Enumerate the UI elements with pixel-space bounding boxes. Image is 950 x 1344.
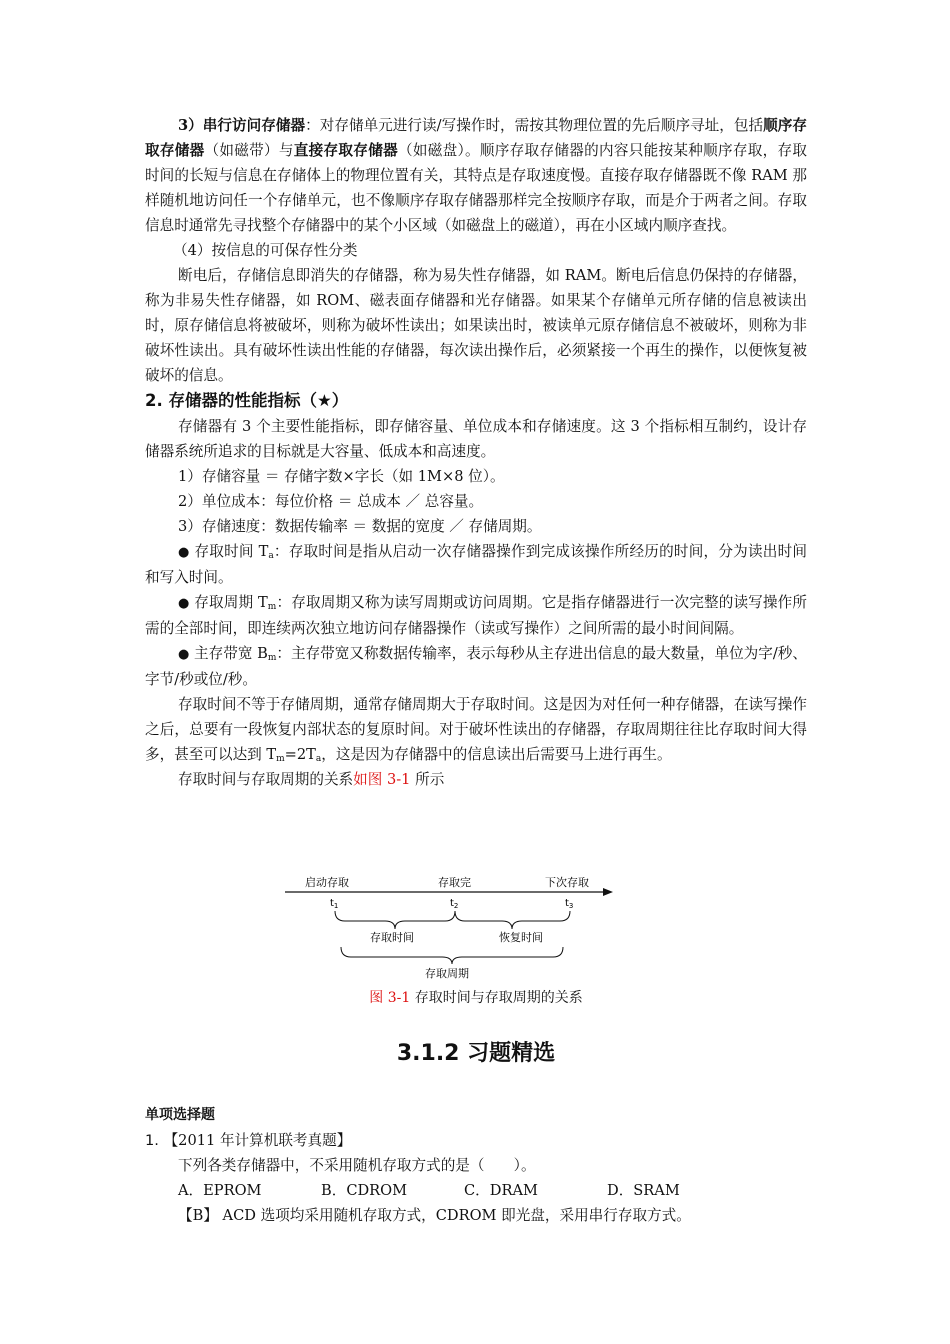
b2-sub: m <box>267 602 277 612</box>
bullet-bandwidth <box>145 641 807 692</box>
serial-title: 串行访问存储器 <box>202 117 306 134</box>
answer-explanation: 【B】 ACD 选项均采用随机存取方式，CDROM 即光盘，采用串行存取方式。 <box>178 1207 691 1224</box>
serial-text-3: （如磁盘）。顺序存取存储器的内容只能按某种顺序存取，存取时间的长短与信息在存储体上的物理位置有关，其特点是存取速度慢。直接存取存储器既不像 RAM 那样随机地访问任一个存储单元，也不像顺序存取存储器那样完全按顺序存取，而是介于两者之间。存取信息时通常先寻找整个存储器中的某个小区域（如磁盘上的磁道），再在小区域内顺序查找。 <box>145 142 807 234</box>
document-page <box>145 113 808 1224</box>
perf-intro: 存储器有 3 个主要性能指标，即存储容量、单位成本和存储速度。这 3 个指标相互制约，设计存储器系统所追求的目标就是大容量、低成本和高速度。 <box>145 418 807 460</box>
perf-heading: 2. 存储器的性能指标（★） <box>145 391 349 410</box>
exercise-block <box>145 1103 807 1228</box>
serial-text-2: （如磁带）与 <box>204 142 294 159</box>
b3-sub: m <box>267 653 277 663</box>
label-next: 下次存取 <box>545 876 589 889</box>
seq-access-term: 顺序存取存储器 <box>145 117 807 159</box>
exercise-heading: 单项选择题 <box>145 1107 215 1123</box>
caption-text: 存取时间与存取周期的关系 <box>414 990 583 1006</box>
figure-link[interactable]: 如图 3-1 <box>353 771 411 788</box>
question-source <box>145 1128 807 1153</box>
ref-post: 所示 <box>410 771 445 788</box>
access-time-brace <box>335 911 455 929</box>
option-a: A．EPROM <box>178 1182 262 1199</box>
caption-number: 图 3-1 <box>369 990 411 1006</box>
t1-label: $t_1$ <box>330 898 339 910</box>
question-text: 下列各类存储器中，不采用随机存取方式的是（ ）。 <box>178 1157 536 1174</box>
volatility-paragraph: 断电后，存储信息即消失的存储器，称为易失性存储器，如 RAM。断电后信息仍保持的存储器，称为非易失性存储器，如 ROM、磁表面存储器和光存储器。如果某个存储单元所存储的信息被读出时，原存储信息将被破坏，则称为破坏性读出；如果读出时，被读单元原存储信息不被破坏，则称为非破坏性读出。具有破坏性读出性能的存储器，每次读出操作后，必须紧接一个再生的操作，以便恢复被破坏的信息。 <box>145 267 807 384</box>
recovery-time-brace <box>455 911 570 929</box>
volatility-heading: （4）按信息的可保存性分类 <box>173 242 358 259</box>
serial-text-1: ：对存储单元进行读/写操作时，需按其物理位置的先后顺序寻址，包括 <box>305 117 764 134</box>
figure-reference <box>145 767 807 792</box>
cycle-vs-time-paragraph <box>145 692 807 767</box>
label-start: 启动存取 <box>305 876 349 889</box>
perf-item-speed: 3）存储速度：数据传输率 ＝ 数据的宽度 ／ 存储周期。 <box>178 518 542 535</box>
section-title: 3.1.2 习题精选 <box>396 1041 556 1066</box>
b2-label: 存取周期 T <box>194 594 268 611</box>
option-d: D．SRAM <box>607 1182 680 1199</box>
ref-pre: 存取时间与存取周期的关系 <box>178 771 354 788</box>
direct-access-term: 直接存取存储器 <box>293 142 398 159</box>
bullet-icon: ● <box>178 545 190 560</box>
access-cycle-label: 存取周期 <box>425 967 469 980</box>
figure-caption <box>145 986 807 1011</box>
access-cycle-brace <box>341 947 563 964</box>
b3-text: ：主存带宽又称数据传输率，表示每秒从主存进出信息的最大数量，单位为字/秒、字节/秒或位/秒。 <box>145 645 808 688</box>
formula-t: T <box>266 746 277 763</box>
question-number: 1. <box>145 1132 159 1149</box>
access-time-label: 存取时间 <box>370 931 414 944</box>
recovery-time-label: 恢复时间 <box>499 931 543 944</box>
timing-diagram <box>145 871 807 981</box>
bullet-access-time <box>145 539 807 590</box>
bullet-access-cycle <box>145 590 807 641</box>
timing-diagram-svg <box>145 871 807 981</box>
bullet-icon: ● <box>178 647 190 662</box>
question-source-text: 【2011 年计算机联考真题】 <box>163 1132 352 1149</box>
answer-options <box>145 1178 807 1203</box>
para1-end: ，这是因为存储器中的信息读出后需要马上进行再生。 <box>321 746 672 763</box>
serial-access-paragraph <box>145 113 807 238</box>
perf-item-cost: 2）单位成本：每位价格 ＝ 总成本 ／ 总容量。 <box>178 493 484 510</box>
b1-sub: a <box>268 551 274 561</box>
option-c: C．DRAM <box>464 1182 538 1199</box>
t2-label: $t_2$ <box>450 898 459 910</box>
b3-label: 主存带宽 B <box>194 645 268 662</box>
option-b: B．CDROM <box>321 1182 408 1199</box>
arrow-head-icon <box>603 888 613 896</box>
b2-text: ：存取周期又称为读写周期或访问周期。它是指存储器进行一次完整的读写操作所需的全部时间，即连续两次独立地访问存储器操作（读或写操作）之间所需的最小时间间隔。 <box>145 594 808 637</box>
b1-label: 存取时间 T <box>194 543 269 560</box>
formula-sub-m: m <box>276 754 285 764</box>
formula-sub-a: a <box>315 754 322 764</box>
serial-lead: 3） <box>178 117 203 134</box>
perf-item-capacity: 1）存储容量 ＝ 存储字数×字长（如 1M×8 位）。 <box>178 468 505 485</box>
formula-eq: =2T <box>284 746 316 763</box>
label-done: 存取完 <box>438 876 471 889</box>
b1-text: ：存取时间是指从启动一次存储器操作到完成该操作所经历的时间，分为读出时间和写入时间。 <box>145 543 808 586</box>
t3-label: $t_3$ <box>565 898 574 910</box>
bullet-icon: ● <box>178 596 190 611</box>
para1-text: 存取时间不等于存储周期，通常存储周期大于存取时间。这是因为对任何一种存储器，在读写操作之后，总要有一段恢复内部状态的复原时间。对于破坏性读出的存储器，存取周期往往比存取时间大得多，甚至可以达到 <box>145 696 807 763</box>
